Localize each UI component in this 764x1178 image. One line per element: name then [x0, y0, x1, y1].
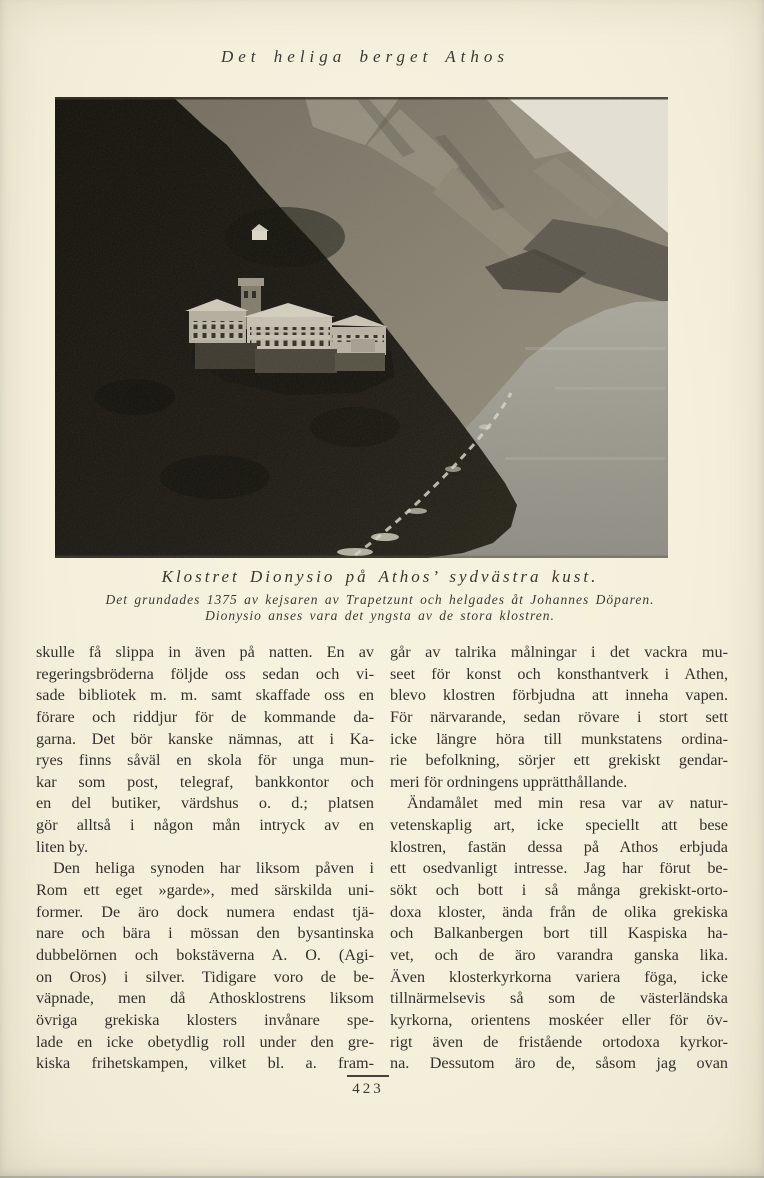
text-line: lade en icke obetydlig roll under den gre-	[36, 1032, 374, 1051]
text-line: klostren, fastän dessa på Athos erbjuda	[390, 837, 728, 856]
text-line: seet för konst och konsthantverk i Athen,	[390, 664, 728, 683]
page-number-rule	[347, 1075, 389, 1077]
text-line: rigt även de fristående ortodoxa kyrkor-	[390, 1032, 728, 1051]
figure-caption-subtitle	[0, 592, 760, 623]
text-line: Ändamålet med min resa var av natur-	[407, 794, 728, 813]
text-line: icke längre höra till munkstatens ordina-	[390, 729, 728, 748]
text-line: övriga grekiska klosters invånare spe-	[36, 1010, 374, 1029]
text-column-right	[390, 642, 728, 1075]
text-line: na. Dessutom äro de, såsom jag ovan	[390, 1054, 728, 1073]
text-line: nare och bära i mössan den bysantinska	[36, 924, 374, 943]
text-line: vet, och de äro varandra ganska lika.	[390, 945, 728, 964]
text-line: Rom ett eget »garde», med särskilda uni-	[36, 881, 374, 900]
text-line: sade bibliotek m. m. samt skaffade oss en	[36, 686, 374, 705]
text-line: kar som post, telegraf, bankkontor och	[36, 772, 374, 791]
text-line: on Oros) i silver. Tidigare voro de be-	[36, 967, 374, 986]
text-line: ryes finns såväl en skola för unga mun-	[36, 751, 374, 770]
caption-line-3: Dionysio anses vara det yngsta av de stora klostren.	[205, 607, 555, 623]
text-line: sökt och bott i så många grekiskt-orto-	[390, 881, 728, 900]
text-line: kyrkorna, orientens moskéer eller för öv-	[390, 1010, 728, 1029]
text-line: blevo klostren förbjudna att inneha vapen.	[390, 686, 728, 705]
text-line: rie befolkning, sörjer ett grekiskt gendar-	[390, 751, 728, 770]
text-column-left	[36, 642, 374, 1075]
figure-caption-title: Klostret Dionysio på Athos’ sydvästra kust.	[161, 567, 599, 586]
page-number: 423	[352, 1081, 384, 1097]
text-line: skulle få slippa in även på natten. En av	[36, 643, 374, 661]
running-header: Det heliga berget Athos	[220, 47, 509, 66]
text-line: Den heliga synoden har liksom påven i	[53, 859, 374, 878]
text-line: ett osedvanligt intresse. Jag har förut be-	[390, 859, 728, 878]
text-line: meri för ordningens upprätthållande.	[390, 772, 628, 791]
text-line: tillnärmelsevis så som de västerländska	[390, 989, 728, 1008]
text-line: former. De äro dock numera endast tjä-	[36, 902, 374, 921]
text-line: dubbelörnen och bokstäverna A. O. (Agi-	[36, 945, 374, 964]
text-line: en del butiker, värdshus o. d.; platsen	[36, 794, 374, 813]
text-line: gör alltså i någon mån intryck av en	[36, 816, 374, 835]
text-line: förare och riddjur för de kommande da-	[36, 707, 374, 726]
text-line: Även klosterkyrkorna variera föga, icke	[390, 967, 728, 986]
text-line: För närvarande, sedan rövare i stort sett	[390, 707, 728, 726]
page-footer	[0, 1075, 764, 1098]
photo-grain	[55, 97, 668, 558]
monastery-photo	[55, 97, 668, 558]
text-line: väpnade, men då Athosklostrens liksom	[36, 989, 374, 1008]
text-line: och Balkanbergen bort till Kaspiska ha-	[390, 924, 728, 943]
text-line: regeringsbröderna följde oss sedan och vi-	[36, 664, 374, 683]
text-line: doxa kloster, ända från de olika grekiska	[390, 902, 728, 921]
caption-line-2: Det grundades 1375 av kejsaren av Trapetzunt och helgades åt Johannes Döparen.	[105, 592, 655, 607]
text-line: går av talrika målningar i det vackra mu-	[390, 643, 728, 661]
text-line: garna. Det bör kanske nämnas, att i Ka-	[36, 729, 374, 748]
text-line: kiska frihetskampen, vilket bl. a. fram-	[36, 1054, 374, 1073]
text-line: liten by.	[36, 837, 88, 856]
text-line: vetenskaplig art, icke speciellt att bese	[390, 816, 728, 835]
